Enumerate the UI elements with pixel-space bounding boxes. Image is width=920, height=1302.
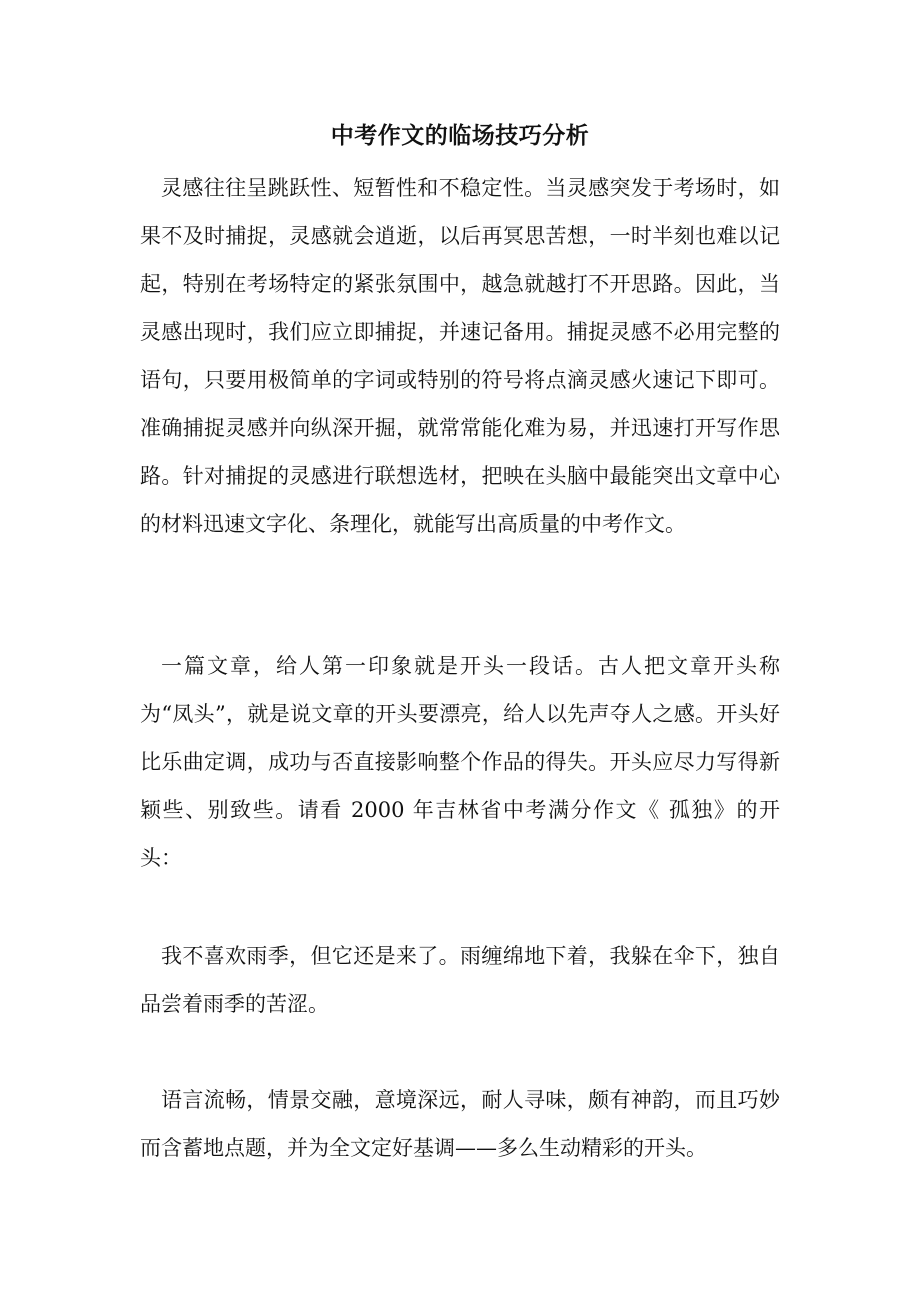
paragraph-quote: 我不喜欢雨季，但它还是来了。雨缠绵地下着，我躲在伞下，独自品尝着雨季的苦涩。: [140, 944, 780, 1016]
paragraph-comment: 语言流畅，情景交融，意境深远，耐人寻味，颇有神韵，而且巧妙而含蓄地点题，并为全文定好基调——多么生动精彩的开头。: [140, 1088, 780, 1160]
paragraph-inspiration: 灵感往往呈跳跃性、短暂性和不稳定性。当灵感突发于考场时，如果不及时捕捉，灵感就会逍逝，以后再冥思苦想，一时半刻也难以记起，特别在考场特定的紧张氛围中，越急就越打不开思路。因此，当灵感出现时，我们应立即捕捉，并速记备用。捕捉灵感不必用完整的语句，只要用极简单的字词或特别的符号将点滴灵感火速记下即可。准确捕捉灵感并向纵深开掘，就常常能化难为易，并迅速打开写作思路。针对捕捉的灵感进行联想选材，把映在头脑中最能突出文章中心的材料迅速文字化、条理化，就能写出高质量的中考作文。: [140, 176, 780, 536]
document-title: 中考作文的临场技巧分析: [330, 122, 590, 149]
paragraph-opening: 一篇文章，给人第一印象就是开头一段话。古人把文章开头称为“凤头”，就是说文章的开头要漂亮，给人以先声夺人之感。开头好比乐曲定调，成功与否直接影响整个作品的得失。开头应尽力写得新颖些、别致些。请看 2000 年吉林省中考满分作文《 孤独》的开头：: [140, 654, 780, 870]
